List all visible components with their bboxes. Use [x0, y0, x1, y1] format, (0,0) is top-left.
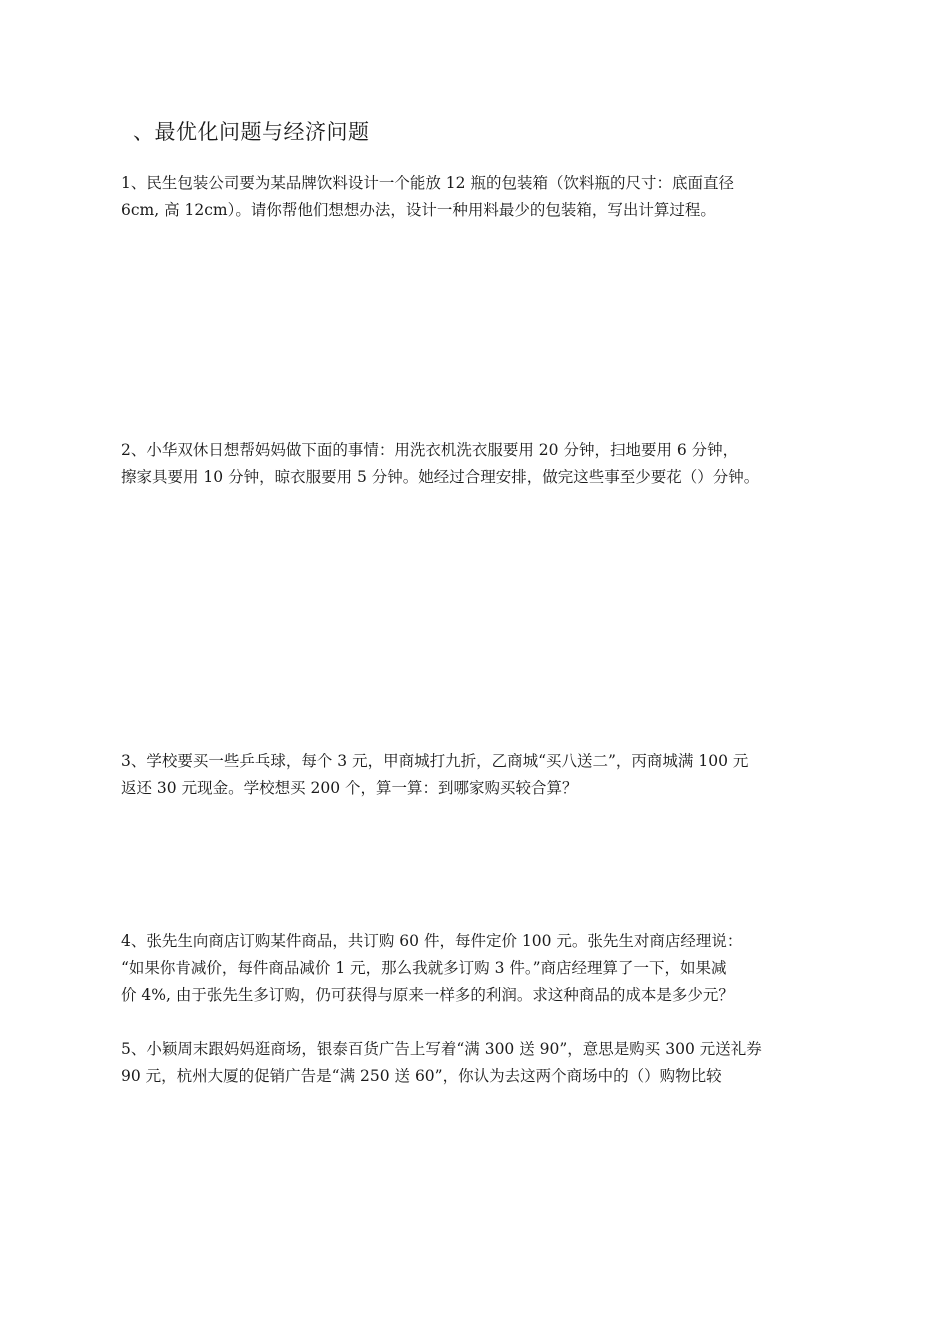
problem-1-line-1: 1、民生包装公司要为某品牌饮料设计一个能放 12 瓶的包装箱（饮料瓶的尺寸：底面直径: [121, 174, 734, 192]
problem-3-line-1: 3、学校要买一些乒乓球，每个 3 元，甲商城打九折，乙商城“买八送二”，丙商城满 100 元: [121, 752, 749, 770]
problem-1-line-2: 6cm, 高 12cm）。请你帮他们想想办法，设计一种用料最少的包装箱，写出计算过程。: [121, 201, 716, 219]
problem-3-line-2: 返还 30 元现金。学校想买 200 个，算一算：到哪家购买较合算？: [121, 779, 578, 797]
problem-4-line-3: 价 4%, 由于张先生多订购，仍可获得与原来一样多的利润。求这种商品的成本是多少元？: [121, 986, 734, 1004]
problem-2-line-1: 2、小华双休日想帮妈妈做下面的事情：用洗衣机洗衣服要用 20 分钟，扫地要用 6 分钟，: [121, 441, 739, 459]
problem-5: [121, 1036, 841, 1090]
problem-4-line-1: 4、张先生向商店订购某件商品，共订购 60 件，每件定价 100 元。张先生对商店经理说：: [121, 932, 743, 950]
problem-4-line-2: “如果你肯减价，每件商品减价 1 元，那么我就多订购 3 件。”商店经理算了一下，如果减: [121, 959, 727, 977]
problem-1: [121, 170, 841, 224]
problem-4: [121, 928, 841, 1009]
section-heading: 、最优化问题与经济问题: [133, 120, 370, 144]
problem-5-line-2: 90 元，杭州大厦的促销广告是“满 250 送 60”，你认为去这两个商场中的（）购物比较: [121, 1067, 722, 1085]
problem-2-line-2: 擦家具要用 10 分钟，晾衣服要用 5 分钟。她经过合理安排，做完这些事至少要花（）分钟。: [121, 468, 760, 486]
problem-5-line-1: 5、小颖周末跟妈妈逛商场，银泰百货广告上写着“满 300 送 90”，意思是购买 300 元送礼券: [121, 1040, 762, 1058]
problem-2: [121, 437, 841, 491]
problem-3: [121, 748, 841, 802]
